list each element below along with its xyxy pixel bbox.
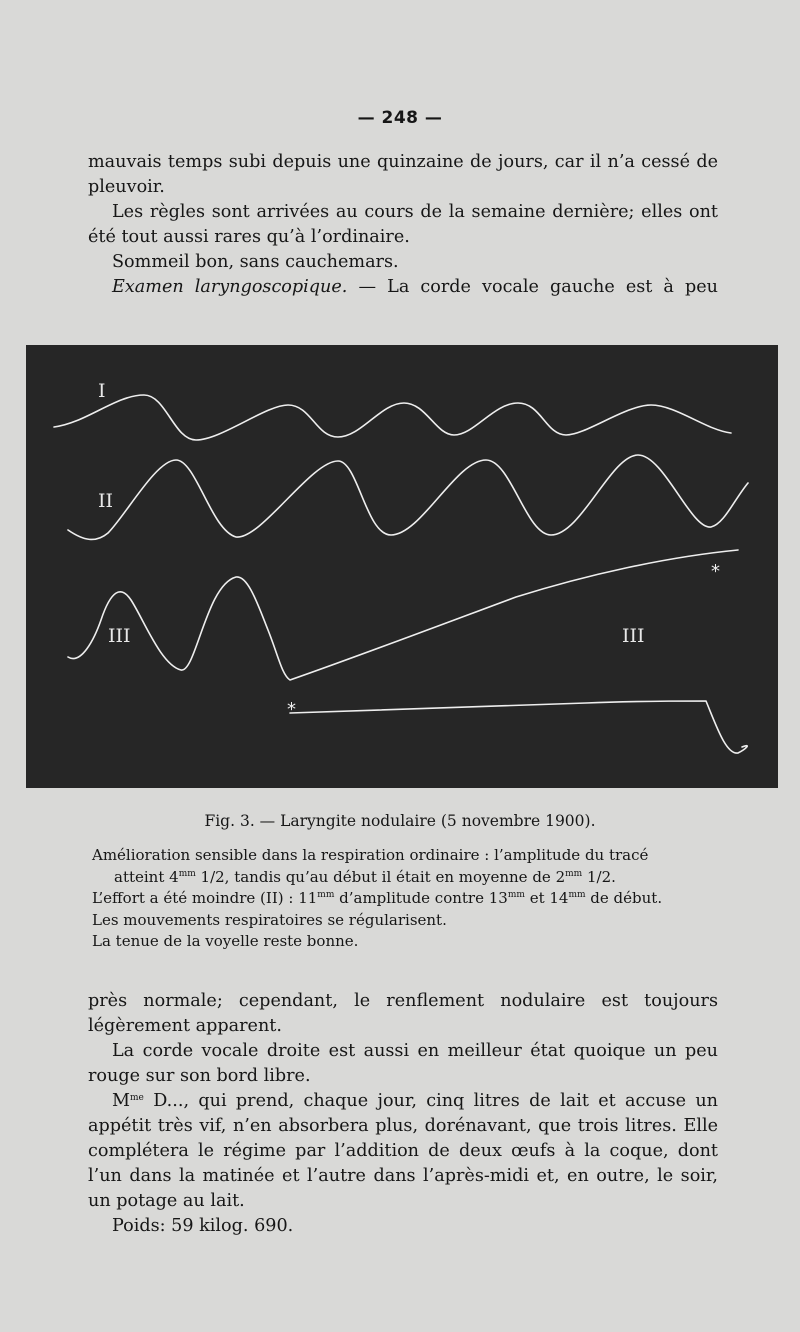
paragraph: La corde vocale droite est aussi en meilleur état quoique un peu rouge sur son bord libre.	[88, 1041, 718, 1086]
unit-mm: mm	[568, 890, 586, 900]
paragraph	[88, 1089, 718, 1214]
paragraph: mauvais temps subi depuis une quinzaine de jours, car il n’a cessé de pleuvoir.	[88, 152, 718, 197]
trace-label: I	[98, 380, 106, 402]
paragraph: Sommeil bon, sans cauchemars.	[112, 252, 399, 272]
figure-caption	[0, 812, 800, 830]
figure-number: Fig. 3.	[204, 812, 255, 830]
trace-line-2	[68, 455, 748, 539]
marker-asterisk: *	[711, 561, 720, 582]
legend-line	[92, 867, 722, 889]
legend-text: d’amplitude contre 13	[334, 889, 508, 907]
legend-text: atteint 4	[114, 867, 179, 886]
respiration-tracing-figure	[26, 345, 778, 788]
page-number: — 248 —	[357, 108, 443, 128]
trace-label: III	[622, 625, 645, 647]
title-abbrev: M	[112, 1091, 131, 1111]
top-text-block	[88, 150, 718, 300]
trace-label: II	[98, 490, 114, 512]
figure-legend	[92, 845, 722, 953]
legend-text: de début.	[585, 889, 663, 907]
unit-mm: mm	[317, 890, 335, 900]
legend-line: Les mouvements respiratoires se régularisent.	[92, 910, 447, 929]
paragraph-rest: — La corde vocale gauche est à peu	[347, 277, 718, 297]
figure-title: — Laryngite nodulaire (5 novembre 1900).	[254, 812, 596, 830]
unit-mm: mm	[565, 868, 583, 879]
baseline-trace	[290, 701, 747, 753]
legend-text: et 14	[524, 889, 569, 907]
trace-line-1	[54, 395, 731, 440]
title-abbrev-sup: me	[130, 1093, 144, 1103]
paragraph	[88, 275, 718, 300]
trace-label: III	[108, 625, 131, 647]
marker-asterisk: *	[287, 699, 296, 720]
trace-line-3	[68, 550, 738, 680]
bottom-text-block	[88, 989, 718, 1239]
paragraph: Les règles sont arrivées au cours de la semaine dernière; elles ont été tout aussi rares qu’à l’ordinaire.	[88, 202, 718, 247]
paragraph: Poids: 59 kilog. 690.	[112, 1216, 294, 1236]
unit-mm: mm	[178, 868, 196, 879]
paragraph: près normale; cependant, le renflement nodulaire est toujours légèrement apparent.	[88, 991, 718, 1036]
legend-line: Amélioration sensible dans la respiration ordinaire : l’amplitude du tracé	[92, 846, 649, 864]
legend-text: L’effort a été moindre (II) : 11	[92, 889, 318, 907]
tracing-svg	[26, 345, 778, 788]
legend-line: La tenue de la voyelle reste bonne.	[92, 932, 359, 950]
legend-text: 1/2.	[582, 867, 616, 886]
unit-mm: mm	[507, 890, 525, 900]
legend-line	[92, 888, 722, 910]
legend-text: 1/2, tandis qu’au début il était en moyenne de 2	[195, 867, 566, 886]
italic-heading: Examen laryngoscopique.	[112, 277, 348, 297]
paragraph-rest: D..., qui prend, chaque jour, cinq litres de lait et accuse un appétit très vif, n’en absorbera plus, dorénavant, que trois litres. Elle complétera le régime par l’addition de deux œufs à la coque, dont l’un dans la matinée et l’autre dans l’après-midi et, en outre, le soir, un potage au lait.	[88, 1091, 718, 1211]
